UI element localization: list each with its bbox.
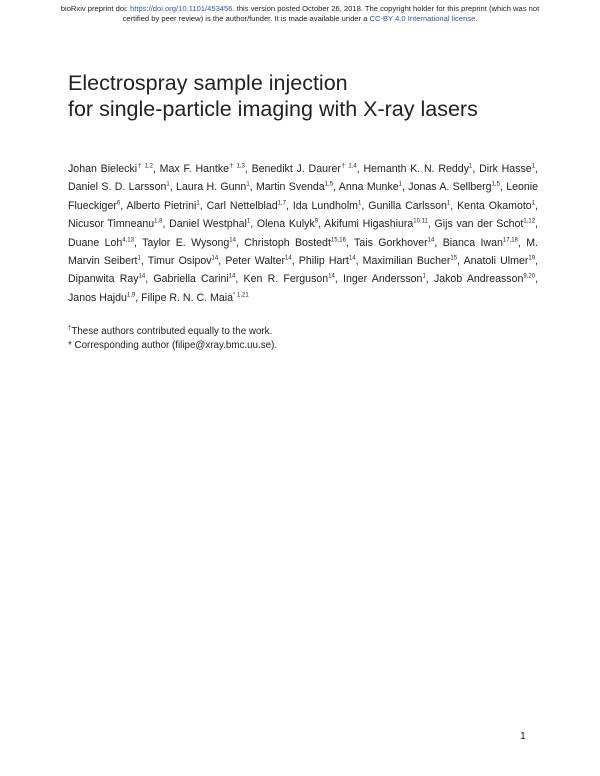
author-separator: , <box>218 255 226 268</box>
dagger-mark: † <box>68 325 72 332</box>
author-affiliation: 1 <box>446 200 451 207</box>
author-name: Johan Bielecki <box>68 163 138 175</box>
author-separator: , <box>120 199 127 212</box>
author-affiliation: 14 <box>427 237 435 244</box>
banner-line-1: bioRxiv preprint doi: https://doi.org/10.1101/453456. this version posted October 26, 2018. The copyright holder for this preprint (which was not <box>60 4 540 13</box>
author-separator: , <box>285 199 293 212</box>
author-affiliation: 1 <box>398 181 402 188</box>
author-affiliation: 4,13 <box>122 237 134 244</box>
footnote-corresponding-author: * Corresponding author (filipe@xray.bmc.uu.se). <box>68 340 278 352</box>
author-name: Ken R. Ferguson <box>243 273 329 286</box>
author-affiliation: 1 <box>196 200 200 207</box>
title-line-1: Electrospray sample injection <box>68 71 348 95</box>
author-affiliation: 10,11 <box>413 218 428 225</box>
author-name: Daniel Westphal <box>169 218 247 231</box>
author-affiliation: 1 <box>246 218 251 225</box>
author-name: Ida Lundholm <box>292 199 358 212</box>
author-affiliation: 1 <box>469 163 473 170</box>
author-affiliation: 1 <box>358 200 362 207</box>
author-separator: , <box>199 199 207 212</box>
author-name: Alberto Pietrini <box>126 199 197 212</box>
author-affiliation: 1 <box>531 200 536 207</box>
author-separator: , <box>355 255 363 268</box>
author-separator: , <box>333 181 339 194</box>
author-separator: , <box>361 199 369 212</box>
author-name: Filipe R. N. C. Maia <box>141 291 233 304</box>
author-name: Christoph Bostedt <box>244 236 331 249</box>
author-affiliation: 9,20 <box>523 273 536 280</box>
page-number: 1 <box>520 730 526 742</box>
author-name: Kenta Okamoto <box>457 199 532 212</box>
preprint-banner <box>0 4 600 23</box>
author-name: Philip Hart <box>298 255 349 268</box>
author-name: Maximilian Bucher <box>362 255 451 268</box>
author-separator: , <box>291 255 299 268</box>
author-name: Jakob Andreasson <box>433 273 524 286</box>
author-affiliation: 1,7 <box>277 200 286 207</box>
author-name: Max F. Hantke <box>159 163 230 175</box>
author-affiliation: 6 <box>116 200 121 207</box>
author-separator: , <box>401 181 409 194</box>
author-name: Carl Nettelblad <box>206 199 278 212</box>
author-affiliation: 14 <box>138 273 146 280</box>
author-name: Anatoli Ulmer <box>463 255 529 268</box>
author-affiliation: 15 <box>450 255 458 262</box>
author-separator: , <box>249 181 256 194</box>
author-affiliation: 9 <box>314 218 319 225</box>
author-separator: , <box>425 273 434 286</box>
author-affiliation: 14 <box>328 273 335 280</box>
author-affiliation: † 1,4 <box>340 163 357 170</box>
author-affiliation: † 1,3 <box>229 163 245 170</box>
author-separator: , <box>318 218 325 231</box>
author-separator: , <box>535 273 539 286</box>
author-separator: , <box>244 163 252 175</box>
paper-title <box>68 70 568 122</box>
author-paragraph <box>68 160 538 307</box>
author-separator: , <box>235 236 245 249</box>
author-separator: , <box>535 199 538 212</box>
author-separator: , <box>427 218 435 231</box>
author-separator: , <box>345 236 355 249</box>
author-name: Laura H. Gunn <box>176 181 247 194</box>
author-name: Benedikt J. Daurer <box>251 163 341 175</box>
author-name: Dirk Hasse <box>479 163 532 175</box>
author-name: Taylor E. Wysong <box>142 236 230 249</box>
author-separator: , <box>133 236 143 249</box>
author-affiliation: 1,9 <box>126 292 136 299</box>
author-name: Akifumi Higashiura <box>324 218 414 231</box>
author-separator: , <box>140 255 148 268</box>
author-name: Gijs van der Schot <box>434 218 524 231</box>
author-name: Martin Svenda <box>255 181 325 194</box>
author-name: Dipanwita Ray <box>68 273 139 286</box>
author-name: Peter Walter <box>225 255 286 268</box>
author-name: Leonie Flueckiger <box>68 181 538 212</box>
author-affiliation: 1,5 <box>491 181 500 188</box>
author-affiliation: 14 <box>348 255 356 262</box>
author-affiliation: † 1,2 <box>137 163 153 170</box>
author-name: Daniel S. D. Larsson <box>68 181 167 194</box>
banner-line-2: certified by peer review) is the author/funder. It is made available under a CC-BY 4.0 International license. <box>122 13 478 23</box>
author-separator: , <box>145 273 154 286</box>
author-name: Hemanth K. N. Reddy <box>363 163 469 175</box>
author-affiliation: 1,8 <box>154 218 163 225</box>
author-affiliation: 1 <box>531 163 536 170</box>
license-link[interactable]: CC-BY 4.0 International license <box>369 13 476 23</box>
author-affiliation: 17,18 <box>502 237 518 244</box>
author-name: Duane Loh <box>68 236 123 249</box>
author-separator: , <box>169 181 177 194</box>
author-separator: , <box>457 255 464 268</box>
author-separator: , <box>235 273 244 286</box>
author-name: Gunilla Carlsson <box>368 199 447 212</box>
author-affiliation: * 1,21 <box>232 292 249 299</box>
author-separator: , <box>162 218 170 231</box>
author-separator: , <box>535 255 539 268</box>
footnotes <box>68 325 538 353</box>
author-name: Timur Osipov <box>147 255 212 268</box>
author-affiliation: 15,16 <box>330 237 346 244</box>
author-affiliation: 14 <box>211 255 219 262</box>
author-affiliation: 19 <box>528 255 536 262</box>
author-name: Inger Andersson <box>343 273 423 286</box>
title-line-2: for single-particle imaging with X-ray lasers <box>68 97 478 121</box>
author-separator: , <box>499 181 507 194</box>
author-name: Olena Kulyk <box>256 218 315 231</box>
author-affiliation: 14 <box>228 273 236 280</box>
author-affiliation: 1 <box>166 181 170 188</box>
author-separator: , <box>472 163 480 175</box>
author-name: Janos Hajdu <box>68 291 127 304</box>
author-affiliation: 14 <box>229 237 236 244</box>
author-affiliation: 1 <box>137 255 141 262</box>
author-name: Nicusor Timneanu <box>68 218 155 231</box>
author-affiliation: 1,12 <box>523 218 536 225</box>
author-name: Bianca Iwan <box>442 236 503 249</box>
author-name: Jonas A. Sellberg <box>408 181 492 194</box>
author-separator: , <box>535 163 538 175</box>
author-separator: , <box>535 218 538 231</box>
author-separator: , <box>356 163 364 175</box>
author-separator: , <box>517 236 527 249</box>
author-name: Anna Munke <box>338 181 399 194</box>
author-separator: , <box>152 163 160 175</box>
footnote-equal-contribution: †These authors contributed equally to the work. <box>68 325 273 337</box>
author-affiliation: 1 <box>246 181 250 188</box>
author-separator: , <box>334 273 344 286</box>
author-name: Tais Gorkhover <box>354 236 428 249</box>
doi-link[interactable]: https://doi.org/10.1101/453456 <box>130 4 233 13</box>
author-affiliation: 1 <box>422 273 426 280</box>
author-affiliation: 1,5 <box>324 181 334 188</box>
author-separator: , <box>250 218 257 231</box>
author-separator: , <box>135 291 142 304</box>
author-name: Gabriella Carini <box>153 273 229 286</box>
author-separator: , <box>450 199 458 212</box>
author-affiliation: 14 <box>285 255 292 262</box>
author-name: M. Marvin Seibert <box>68 236 538 268</box>
author-separator: , <box>434 236 443 249</box>
